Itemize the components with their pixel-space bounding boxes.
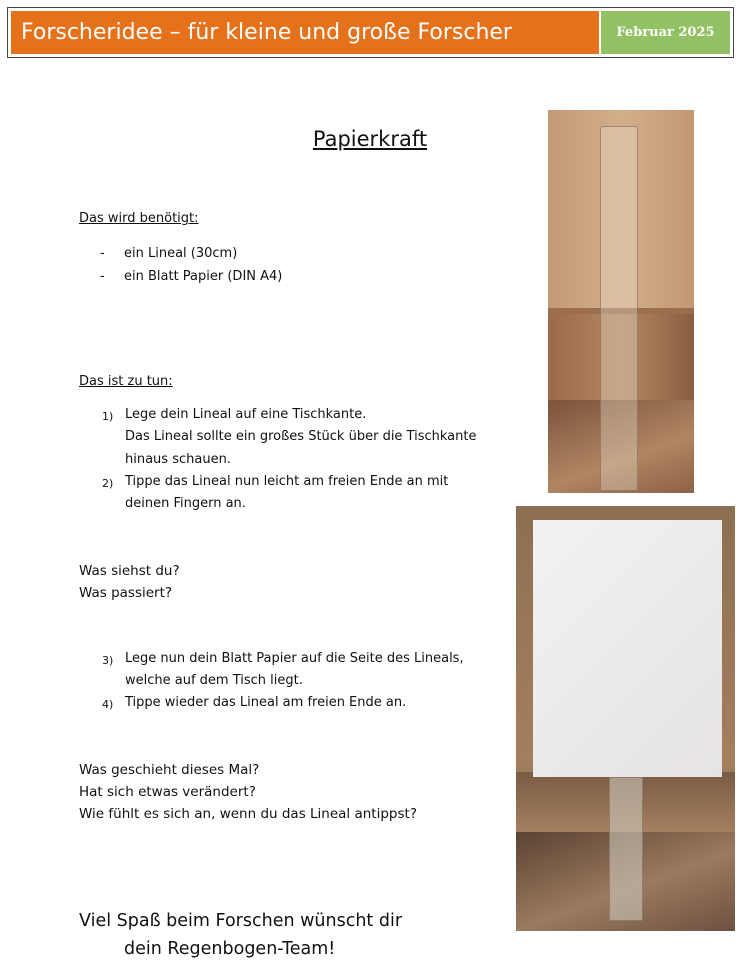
ruler <box>609 777 643 921</box>
step-line: Lege dein Lineal auf eine Tischkante. <box>125 407 367 422</box>
bullet-dash: - <box>100 269 105 284</box>
question: Hat sich etwas verändert? <box>79 784 256 800</box>
question: Was geschieht dieses Mal? <box>79 762 260 778</box>
step-line: Tippe wieder das Lineal am freien Ende an. <box>125 695 407 710</box>
closing-signature: dein Regenbogen-Team! <box>124 939 336 959</box>
header-banner <box>7 7 734 58</box>
question: Wie fühlt es sich an, wenn du das Lineal antippst? <box>79 806 417 822</box>
closing-line: Viel Spaß beim Forschen wünscht dir <box>79 911 403 931</box>
ruler-on-table-photo <box>548 110 694 493</box>
step-number: 4) <box>102 698 114 711</box>
step-line: Lege nun dein Blatt Papier auf die Seite des Lineals, <box>125 651 464 666</box>
page-title: Papierkraft <box>312 127 428 151</box>
step-line: hinaus schauen. <box>125 452 231 467</box>
step-line: Das Lineal sollte ein großes Stück über die Tischkante <box>125 429 477 444</box>
step-line: deinen Fingern an. <box>125 496 246 511</box>
header-date: Februar 2025 <box>601 11 730 54</box>
bullet-dash: - <box>100 246 105 261</box>
steps-heading: Das ist zu tun: <box>79 374 173 389</box>
step-number: 1) <box>102 410 114 423</box>
paper-sheet <box>533 520 722 777</box>
step-number: 2) <box>102 477 114 490</box>
question: Was passiert? <box>79 585 173 601</box>
materials-heading: Das wird benötigt: <box>79 211 199 226</box>
material-item: ein Blatt Papier (DIN A4) <box>124 269 283 284</box>
ruler <box>600 126 638 491</box>
step-line: welche auf dem Tisch liegt. <box>125 673 303 688</box>
paper-on-ruler-photo <box>516 506 735 931</box>
material-item: ein Lineal (30cm) <box>124 246 238 261</box>
step-number: 3) <box>102 654 114 667</box>
step-line: Tippe das Lineal nun leicht am freien Ende an mit <box>125 474 449 489</box>
question: Was siehst du? <box>79 563 180 579</box>
header-title: Forscheridee – für kleine und große Forscher <box>11 11 599 54</box>
